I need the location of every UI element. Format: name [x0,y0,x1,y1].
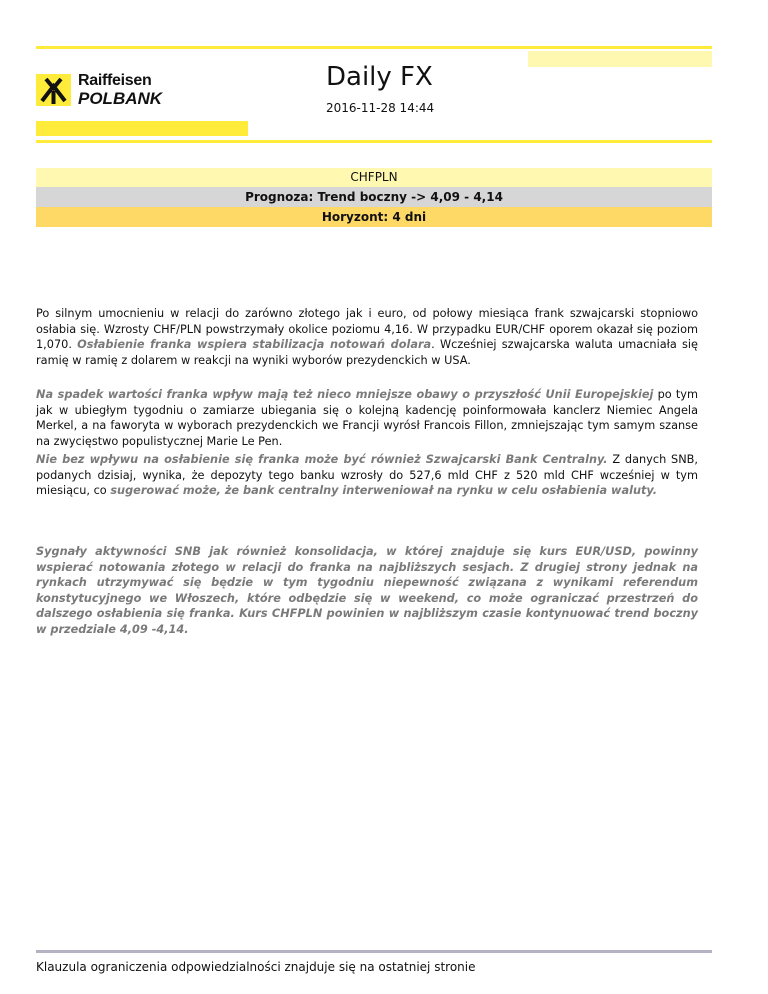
paragraph-3-text: Z danych SNB, podanych dzisiaj, wynika, że depozyty tego banku wzrosły do 527,6 mld CHF z 520 mld CHF wcześniej w tym miesiącu, co [36,453,698,498]
paragraph-4-text: Sygnały aktywności SNB jak również konsolidacja, w której znajduje się kurs EUR/USD, powinny wspierać notowania złotego w relacji do franka na najbliższych sesjach. Z drugiej strony jednak na rynkach utrzymywać się będzie w tym tygodniu niepewność związana z wynikami referendum konstytucyjnego we Włoszech, które odbędzie się w weekend, co może ograniczać przestrzeń do dalszego osłabienia się franka. Kurs CHFPLN powinien w najbliższym czasie kontynuować trend boczny w przedziale 4,09 -4,14. [36,545,698,636]
header-divider [36,140,712,143]
paragraph-4 [36,544,698,638]
paragraph-2-emphasis: Na spadek wartości franka wpływ mają też nieco mniejsze obawy o przyszłość Unii Europejskiej [36,388,654,401]
footer-divider [36,950,712,953]
page-title: Daily FX [326,62,433,92]
paragraph-3-emphasis-a: Nie bez wpływu na osłabienie się franka może być również Szwajcarski Bank Centralny. [36,453,608,466]
raiffeisen-gable-icon [36,74,71,106]
paragraph-1-emphasis: Osłabienie franka wspiera stabilizacja notowań dolara [77,338,432,352]
disclaimer-note: Klauzula ograniczenia odpowiedzialności znajduje się na ostatniej stronie [36,960,476,974]
currency-pair: CHFPLN [36,168,712,187]
paragraph-2 [36,387,698,449]
horizon: Horyzont: 4 dni [36,207,712,227]
report-timestamp: 2016-11-28 14:44 [326,101,435,115]
header-accent-bar [528,51,712,67]
brand-line1: Raiffeisen [78,72,152,89]
paragraph-3 [36,452,698,499]
brand-line2: POLBANK [78,89,163,108]
paragraph-1-text-c: . Wcześniej szwajcarska waluta umacniała się ramię w ramię z dolarem w reakcji na wyniki wyborów prezydenckich w USA. [36,338,698,367]
forecast: Prognoza: Trend boczny -> 4,09 - 4,14 [36,187,712,207]
top-rule [36,46,712,49]
paragraph-3-emphasis-c: sugerować może, że bank centralny interweniował na rynku w celu osłabienia waluty. [110,484,658,498]
paragraph-1-text-a: Po silnym umocnieniu w relacji do zarówno złotego jak i euro, od połowy miesiąca frank szwajcarski stopniowo osłabia się. Wzrosty CHF/PLN powstrzymały okolice poziomu 4,16. W przypadku EUR/CHF oporem okazał się poziom 1,070. [36,307,698,352]
raiffeisen-logo [36,72,168,110]
header-accent-bar-left [36,121,248,136]
paragraph-1 [36,306,698,368]
paragraph-2-text: po tym jak w ubiegłym tygodniu o zamiarze ubiegania się o kolejną kadencję poinformowała kanclerz Niemiec Angela Merkel, a na faworyta w wyborach prezydenckich we Francji wyrósł Francois Fillon, zmniejszając tym samym szanse na zwycięstwo populistycznej Marie Le Pen. [36,388,698,448]
